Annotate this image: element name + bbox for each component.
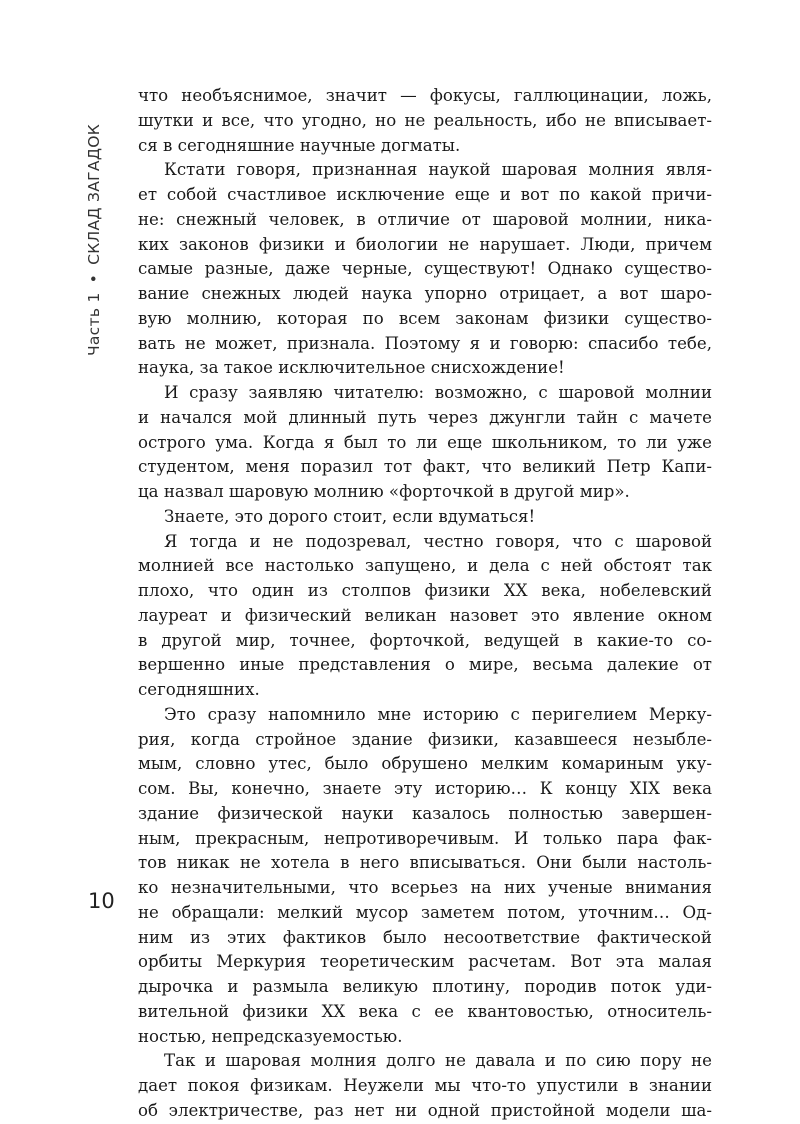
running-head	[74, 90, 114, 390]
text-line: что необъяснимое, значит — фокусы, галлюцинации, ложь,	[138, 86, 712, 105]
text-line: шутки и все, что угодно, но не реальность, ибо не вписывает-	[138, 110, 712, 130]
body-text	[138, 84, 712, 1124]
text-line: дает покоя физикам. Неужели мы что-то упустили в знании	[138, 1076, 712, 1095]
text-line: сегодняшних.	[138, 680, 260, 699]
text-line: в другой мир, точнее, форточкой, ведущей в какие-то со-	[138, 630, 712, 650]
text-line: острого ума. Когда я был то ли еще школьником, то ли уже	[138, 432, 712, 452]
text-line: ко незначительными, что всерьез на них ученые внимания	[138, 878, 712, 897]
text-line: не: снежный человек, в отличие от шаровой молнии, ника-	[138, 209, 712, 229]
text-line: рия, когда стройное здание физики, казавшееся незыбле-	[138, 729, 712, 749]
text-line: орбиты Меркурия теоретическим расчетам. Вот эта малая	[138, 952, 712, 972]
text-line: ца назвал шаровую молнию «форточкой в другой мир».	[138, 482, 630, 501]
running-head-text	[85, 90, 103, 390]
text-line: тов никак не хотела в него вписываться. Они были настоль-	[138, 853, 712, 873]
text-line: молнией все настолько запущено, и дела с ней обстоят так	[138, 556, 712, 576]
text-line: наука, за такое исключительное снисхождение!	[138, 358, 565, 378]
text-line: и начался мой длинный путь через джунгли тайн с мачете	[138, 407, 712, 427]
text-line: здание физической науки казалось полностью завершен-	[138, 803, 712, 823]
text-line: Я тогда и не подозревал, честно говоря, что с шаровой	[164, 531, 712, 551]
text-line: об электричестве, раз нет ни одной пристойной модели ша-	[138, 1100, 712, 1120]
text-line: ся в сегодняшние научные догматы.	[138, 135, 461, 155]
text-line: самые разные, даже черные, существуют! Однако существо-	[138, 259, 712, 279]
running-head-title: СКЛАД ЗАГАДОК	[85, 123, 103, 265]
text-line: вание снежных людей наука упорно отрицает, а вот шаро-	[138, 284, 712, 303]
text-line: ним из этих фактиков было несоответствие фактической	[138, 927, 712, 947]
text-line: Это сразу напомнило мне историю с перигелием Мерку-	[164, 704, 712, 724]
text-line: студентом, меня поразил тот факт, что великий Петр Капи-	[138, 457, 712, 477]
running-head-part: Часть 1	[85, 292, 103, 357]
text-line: лауреат и физический великан назовет это явление окном	[138, 605, 712, 625]
text-line: ным, прекрасным, непротиворечивым. И только пара фак-	[138, 828, 712, 848]
text-line: не обращали: мелкий мусор заметем потом, уточним… Од-	[138, 902, 712, 922]
running-head-bullet: •	[85, 273, 103, 284]
text-line: ких законов физики и биологии не нарушает. Люди, причем	[138, 234, 712, 254]
text-line: Кстати говоря, признанная наукой шаровая молния явля-	[164, 160, 712, 180]
text-line: Так и шаровая молния долго не давала и по сию пору не	[164, 1051, 712, 1071]
text-line: вать не может, признала. Поэтому я и говорю: спасибо тебе,	[138, 333, 712, 353]
text-line: мым, словно утес, было обрушено мелким комариным уку-	[138, 754, 712, 774]
text-line: ностью, непредсказуемостью.	[138, 1026, 403, 1046]
text-line: сом. Вы, конечно, знаете эту историю… К концу XIX века	[138, 779, 712, 798]
text-line: ет собой счастливое исключение еще и вот по какой причи-	[138, 185, 712, 204]
text-line: Знаете, это дорого стоит, если вдуматься!	[164, 506, 536, 526]
page-number: 10	[88, 889, 115, 913]
text-line: вительной физики XX века с ее квантовостью, относитель-	[138, 1001, 712, 1021]
text-line: вую молнию, которая по всем законам физики существо-	[138, 308, 712, 328]
text-line: плохо, что один из столпов физики XX века, нобелевский	[138, 581, 712, 600]
text-line: дырочка и размыла великую плотину, породив поток уди-	[138, 977, 712, 996]
text-line: вершенно иные представления о мире, весьма далекие от	[138, 655, 712, 675]
text-line: И сразу заявляю читателю: возможно, с шаровой молнии	[164, 383, 712, 402]
